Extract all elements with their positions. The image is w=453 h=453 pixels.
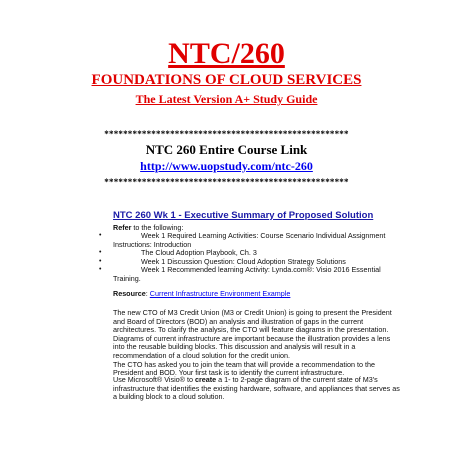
bullet-icon: • bbox=[99, 266, 102, 274]
study-guide-label: The Latest Version A+ Study Guide bbox=[135, 92, 318, 106]
list-item: • Week 1 Discussion Question: Cloud Adoption Strategy Solutions bbox=[99, 256, 346, 266]
section-heading: NTC 260 Wk 1 - Executive Summary of Proposed Solution bbox=[113, 210, 374, 221]
document-subtitle: FOUNDATIONS OF CLOUD SERVICES bbox=[91, 72, 362, 88]
bullet-icon: • bbox=[99, 232, 102, 239]
resource-label: Resource bbox=[113, 289, 146, 298]
list-item: • Week 1 Required Learning Activities: Course Scenario Individual Assignment Instructions: Introduction bbox=[99, 231, 386, 249]
resource-line bbox=[113, 290, 403, 299]
scenario-paragraph bbox=[113, 309, 403, 378]
course-link-label: NTC 260 Entire Course Link bbox=[145, 142, 308, 157]
refer-label: Refer bbox=[113, 223, 132, 232]
star-divider-top: **************************************************** bbox=[104, 129, 349, 139]
resource-separator: : bbox=[145, 289, 150, 298]
bullet-icon: • bbox=[99, 249, 102, 257]
resource-link[interactable]: Current Infrastructure Environment Example bbox=[149, 289, 291, 298]
scenario-text-cont: The CTO has asked you to join the team that will provide a recommendation to the President and BOD. Your first task is to identify the current infrastructure. bbox=[113, 359, 375, 378]
list-item: • The Cloud Adoption Playbook, Ch. 3 bbox=[99, 248, 257, 258]
star-divider-bottom: **************************************************** bbox=[104, 177, 349, 187]
scenario-text: The new CTO of M3 Credit Union (M3 or Credit Union) is going to present the President and Board of Directors (BOD) an analysis and illustration of gaps in the current architectures. To clarify the analysis, the CTO will feature diagrams in the presentation. Diagrams of current infrastructure are important because the illustration provides a lens into the reusable building blocks. This discussion and analysis will result in a recommendation of a cloud solution for the credit union. bbox=[113, 308, 392, 360]
create-keyword: create bbox=[194, 375, 217, 384]
refer-rest: to the following: bbox=[131, 223, 184, 232]
course-link-url[interactable]: http://www.uopstudy.com/ntc-260 bbox=[140, 159, 313, 173]
document-title: NTC/260 bbox=[168, 37, 285, 70]
list-item: • Week 1 Recommended learning Activity: Lynda.com®: Visio 2016 Essential Training. bbox=[99, 265, 381, 283]
task-paragraph: Use Microsoft® Visio® to create a 1- to 2-page diagram of the current state of M3's infrastructure that identifies the existing hardware, software, and appliances that serves as a building block to a cloud solution. bbox=[113, 375, 400, 402]
bullet-icon: • bbox=[99, 257, 102, 265]
reference-list bbox=[99, 231, 403, 284]
